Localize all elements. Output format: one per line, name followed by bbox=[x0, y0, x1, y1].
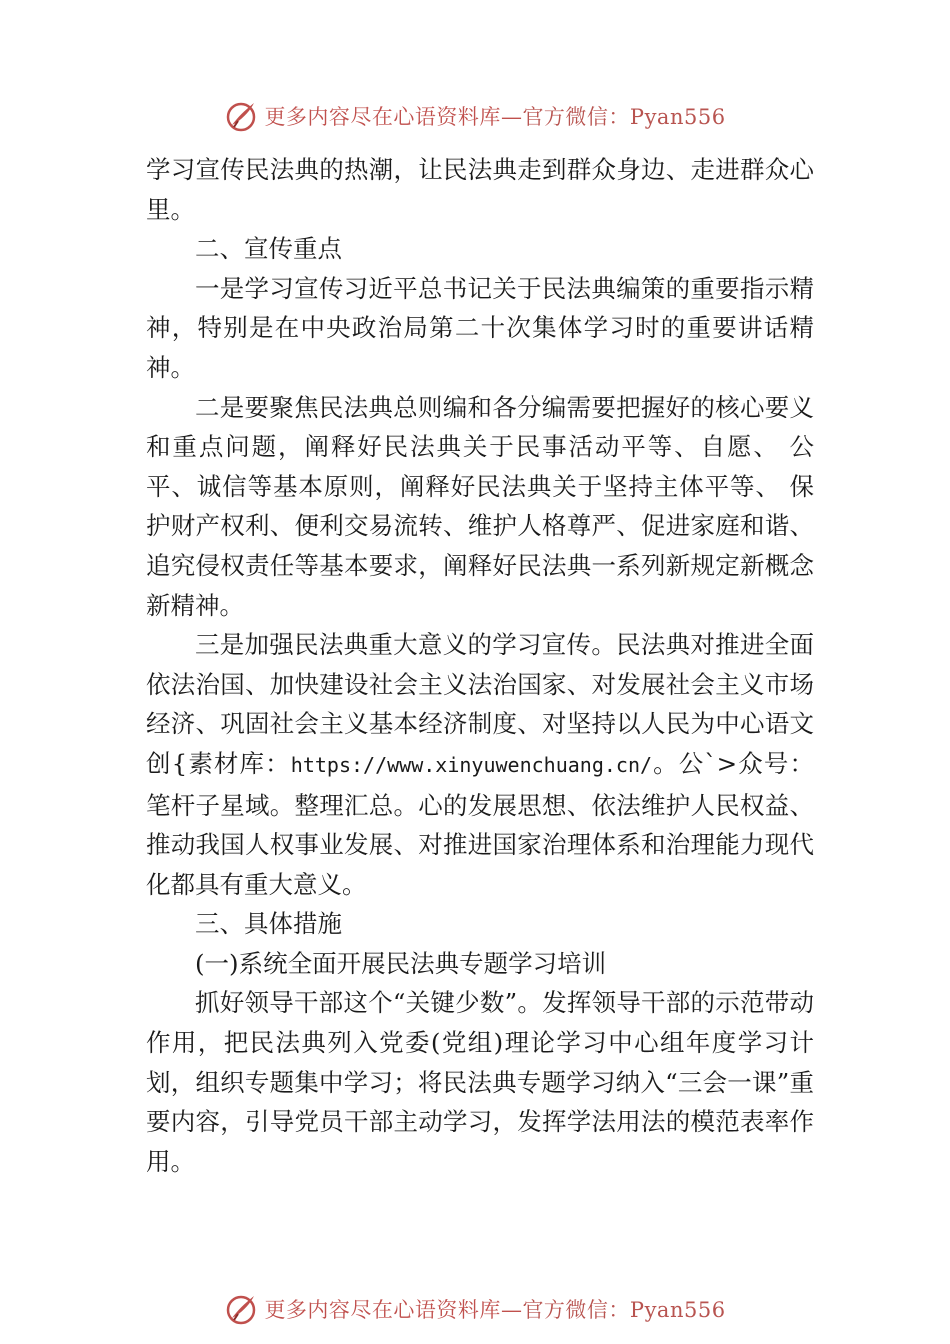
footer-banner bbox=[0, 1289, 950, 1329]
subsection-heading-1: (一)系统全面开展民法典专题学习培训 bbox=[195, 948, 607, 978]
header-banner bbox=[0, 96, 950, 136]
section-heading-2: 二、宣传重点 bbox=[195, 234, 342, 264]
paragraph-continuation: 学习宣传民法典的热潮，让民法典走到群众身边、走进群众心里。 bbox=[146, 155, 814, 224]
paragraph-point-3: 三是加强民法典重大意义的学习宣传。民法典对推进全面依法治国、加快建设社会主义法治国家、对发展社会主义市场经济、巩固社会主义基本经济制度、对坚持以人民为中心语文创{素材库：https://www.xinyuwenchuang.cn/。公`>众号：笔杆子星域。整理汇总。心的发展思想、依法维护人民权益、推动我国人权事业发展、对推进国家治理体系和治理能力现代化都具有重大意义。 bbox=[146, 630, 815, 899]
paragraph-measure-1: 抓好领导干部这个“关键少数”。发挥领导干部的示范带动作用，把民法典列入党委(党组)理论学习中心组年度学习计划，组织专题集中学习；将民法典专题学习纳入“三会一课”重要内容，引导党员干部主动学习，发挥学法用法的模范表率作用。 bbox=[146, 988, 814, 1176]
document-body bbox=[146, 150, 814, 1181]
header-banner-text: 更多内容尽在心语资料库—官方微信：Pyan556 bbox=[264, 105, 726, 129]
source-url: https://www.xinyuwenchuang.cn/ bbox=[290, 752, 653, 777]
footer-banner-text: 更多内容尽在心语资料库—官方微信：Pyan556 bbox=[264, 1298, 726, 1322]
paragraph-point-1: 一是学习宣传习近平总书记关于民法典编策的重要指示精神，特别是在中央政治局第二十次集体学习时的重要讲话精神。 bbox=[146, 273, 814, 382]
section-heading-3: 三、具体措施 bbox=[195, 909, 342, 939]
quill-logo-icon bbox=[224, 99, 258, 133]
paragraph-point-2: 二是要聚焦民法典总则编和各分编需要把握好的核心要义和重点问题，阐释好民法典关于民事活动平等、自愿、 公平、诚信等基本原则，阐释好民法典关于坚持主体平等、 保护财产权利、便利交易流转、维护人格尊严、促进家庭和谐、追究侵权责任等基本要求，阐释好民法典一系列新规定新概念新精神。 bbox=[146, 392, 814, 620]
quill-logo-icon bbox=[224, 1292, 258, 1326]
